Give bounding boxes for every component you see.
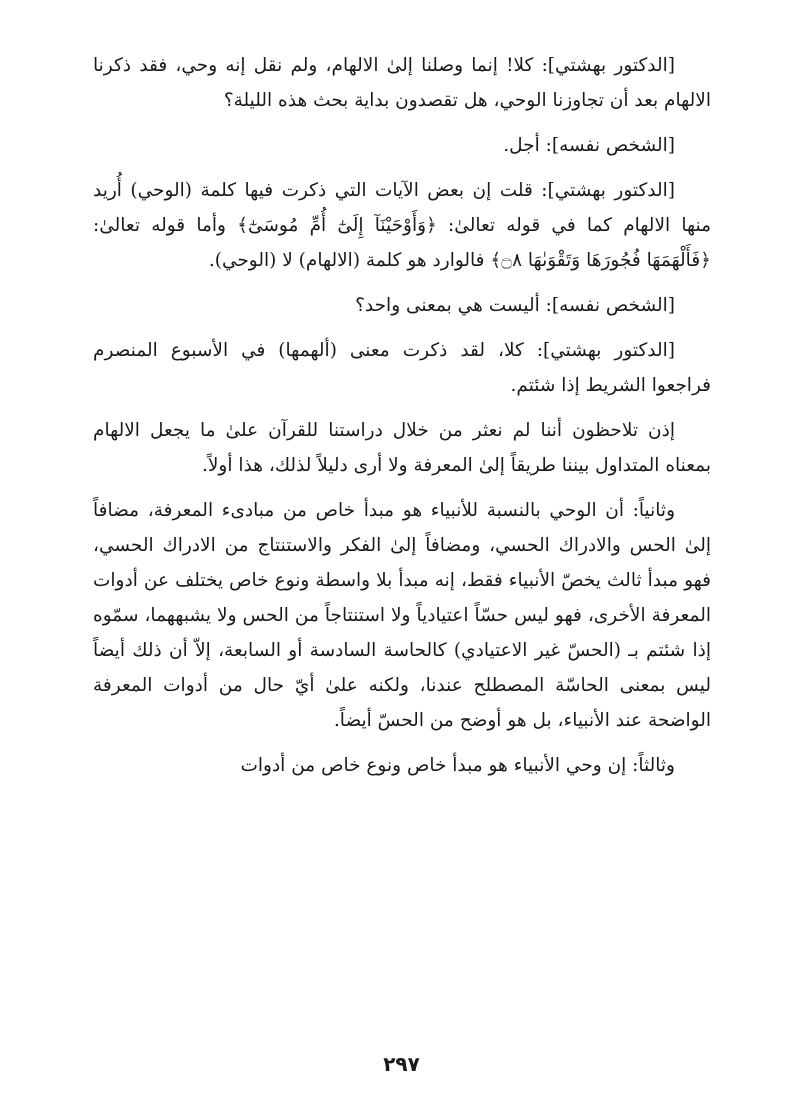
paragraph-6: إذن تلاحظون أننا لم نعثر من خلال دراستنا للقرآن علىٰ ما يجعل الالهام بمعناه المتداول بيننا طريقاً إلىٰ المعرفة ولا أرى دليلاً لذلك، هذا أولاً.: [93, 420, 711, 476]
paragraph-8: وثالثاً: إن وحي الأنبياء هو مبدأ خاص ونوع خاص من أدوات: [240, 755, 675, 776]
page-body: [93, 48, 711, 783]
paragraph-3: [الدكتور بهشتي]: قلت إن بعض الآيات التي ذكرت فيها كلمة (الوحي) أُريد منها الالهام كما في قوله تعالىٰ: ﴿وَأَوْحَيْنَآ إِلَىٰٓ أُمِّ مُوسَىٰٓ﴾ وأما قوله تعالىٰ: ﴿فَأَلْهَمَهَا فُجُورَهَا وَتَقْوَىٰهَا ۝٨﴾ فالوارد هو كلمة (الالهام) لا (الوحي).: [93, 180, 711, 271]
paragraph-4: [الشخص نفسه]: أليست هي بمعنى واحد؟: [355, 295, 675, 316]
paragraph-5: [الدكتور بهشتي]: كلا، لقد ذكرت معنى (ألهمها) في الأسبوع المنصرم فراجعوا الشريط إذا شئتم.: [93, 340, 711, 396]
paragraph-2: [الشخص نفسه]: أجل.: [503, 135, 675, 156]
paragraph-7: وثانياً: أن الوحي بالنسبة للأنبياء هو مبدأ خاص من مبادىء المعرفة، مضافاً إلىٰ الحس والادراك الحسي، ومضافاً إلىٰ الفكر والاستنتاج من الادراك الحسي، فهو مبدأ ثالث يخصّ الأنبياء فقط، إنه مبدأ بلا واسطة ونوع خاص يختلف عن أدوات المعرفة الأخرى، فهو ليس حسّاً اعتيادياً ولا استنتاجاً من الحس ولا يشبههما، سمّوه إذا شئتم بـ (الحسّ غير الاعتيادي) كالحاسة السادسة أو السابعة، إلاّ أن ذلك أيضاً ليس بمعنى الحاسّة المصطلح عندنا، ولكنه علىٰ أيّ حال من أدوات المعرفة الواضحة عند الأنبياء، بل هو أوضح من الحسّ أيضاً.: [93, 500, 711, 731]
page-number: ٢٩٧: [383, 1052, 420, 1076]
paragraph-1: [الدكتور بهشتي]: كلا! إنما وصلنا إلىٰ الالهام، ولم نقل إنه وحي، فقد ذكرنا الالهام بعد أن تجاوزنا الوحي، هل تقصدون بداية بحث هذه الليلة؟: [93, 55, 711, 111]
